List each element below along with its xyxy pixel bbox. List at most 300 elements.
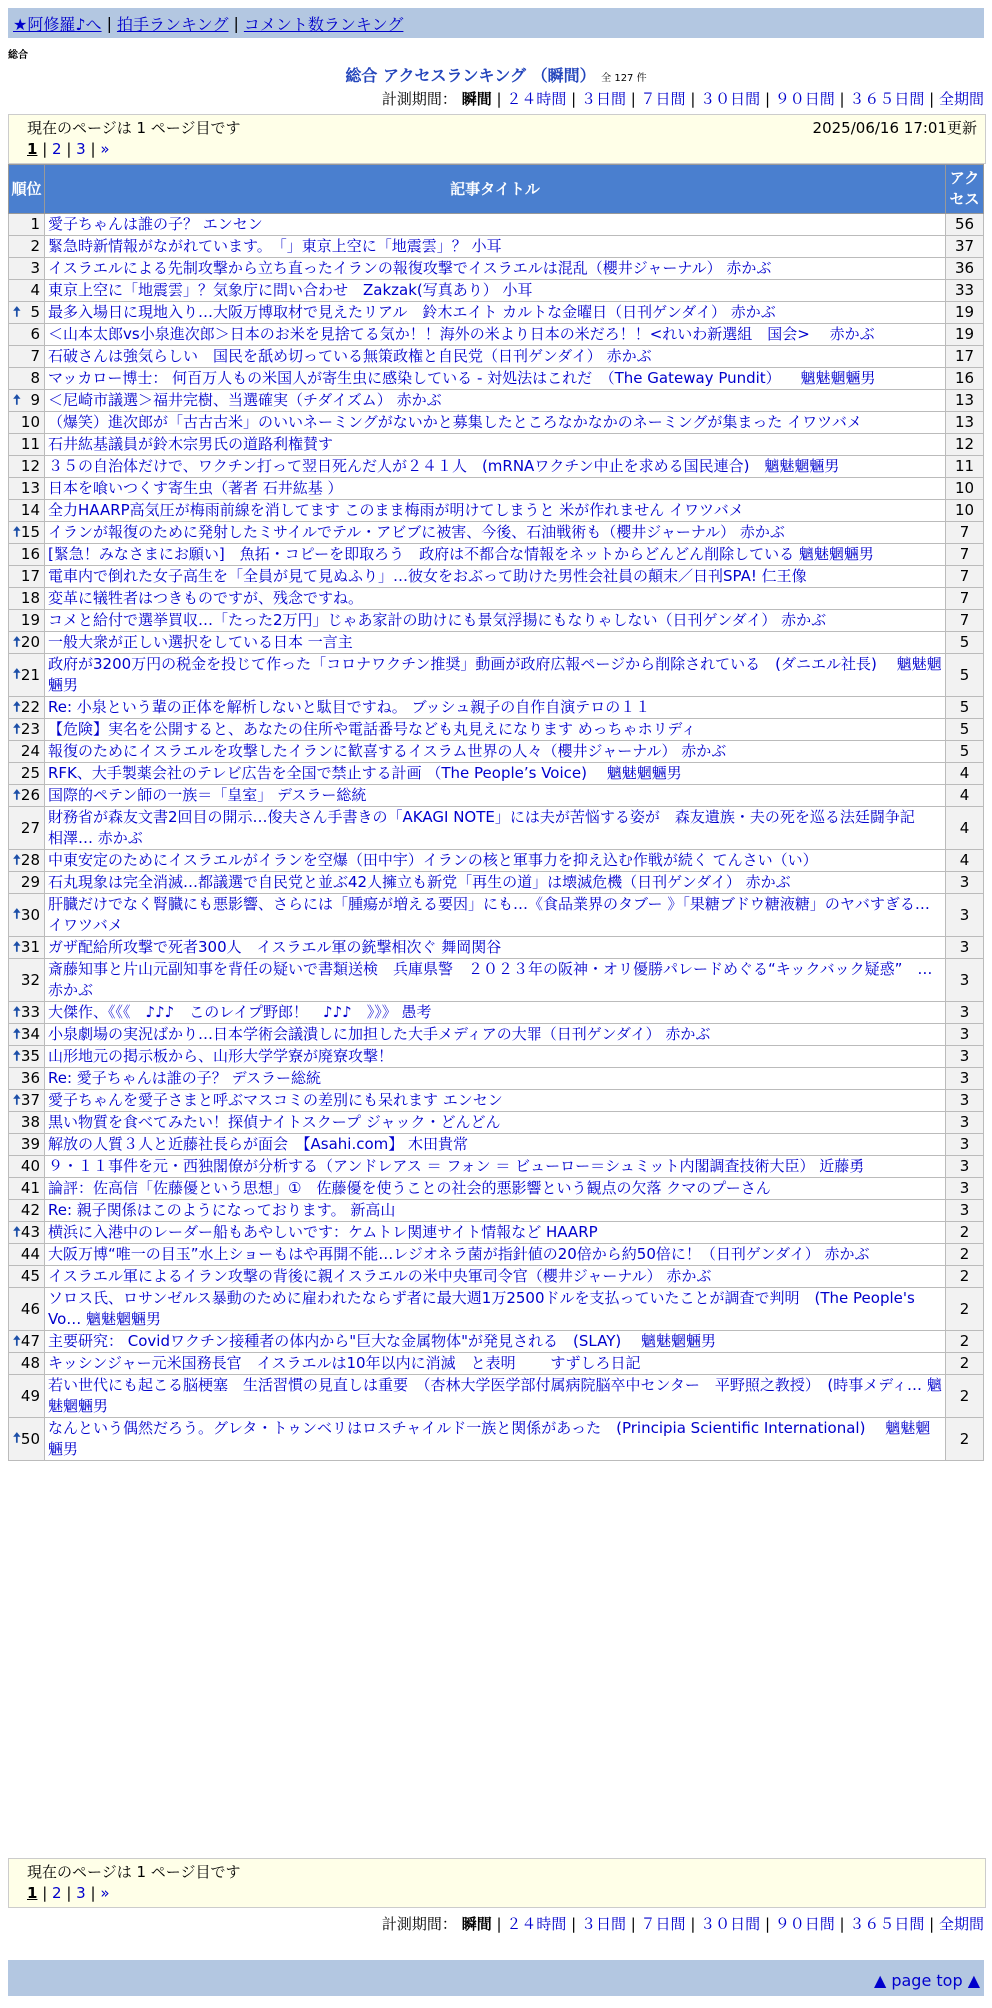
access-count: 12 (946, 434, 984, 456)
table-row (9, 566, 984, 588)
title-cell (45, 1090, 946, 1112)
table-row (9, 1266, 984, 1288)
rank-cell (9, 1046, 45, 1068)
access-count: 3 (946, 872, 984, 894)
rank-number: 32 (20, 970, 40, 989)
title-cell (45, 1068, 946, 1090)
title-cell (45, 1331, 946, 1353)
title-cell (45, 500, 946, 522)
title-cell (45, 1200, 946, 1222)
title-cell (45, 324, 946, 346)
rank-cell (9, 1002, 45, 1024)
title-cell (45, 1288, 946, 1331)
rank-cell (9, 1375, 45, 1418)
rank-number: 33 (20, 1003, 40, 1021)
rank-up-arrow-icon: 🠅 (13, 1092, 21, 1108)
access-count: 7 (946, 522, 984, 544)
pagination-link[interactable]: » (100, 140, 110, 158)
rank-number: 44 (20, 1245, 40, 1263)
article-title-link[interactable]: 論評：佐高信「佐藤優という思想」① 佐藤優を使うことの社会的悪影響という観点の欠落 クマのプーさん (48, 1179, 771, 1197)
clap-ranking-link[interactable]: 拍手ランキング (116, 14, 229, 34)
table-row (9, 544, 984, 566)
rank-cell (9, 544, 45, 566)
table-row (9, 478, 984, 500)
article-title-link[interactable]: 小泉劇場の実況ばかり…日本学術会議潰しに加担した大手メディアの大罪（日刊ゲンダイ） 赤かぶ (48, 1025, 711, 1043)
table-row (9, 1156, 984, 1178)
rank-up-arrow-icon: 🠅 (13, 939, 21, 955)
table-row (9, 741, 984, 763)
period-link[interactable]: ３日間 (580, 1915, 626, 1933)
title-cell (45, 785, 946, 807)
rank-cell (9, 1024, 45, 1046)
period-link[interactable]: ２４時間 (506, 1915, 567, 1933)
rank-cell (9, 872, 45, 894)
comment-ranking-link[interactable]: コメント数ランキング (243, 14, 404, 34)
table-row (9, 610, 984, 632)
title-cell (45, 1046, 946, 1068)
access-count: 4 (946, 807, 984, 850)
period-current: 瞬間 (461, 1915, 492, 1933)
period-selector-bottom: 計測期間： 瞬間 | ２４時間 | ３日間 | ７日間 | ３０日間 | ９０日間 | ３６５日間 | 全期間 (381, 1915, 984, 1933)
table-row (9, 850, 984, 872)
period-link[interactable]: ７日間 (640, 1915, 686, 1933)
article-title-link[interactable]: 日本を喰いつくす寄生虫（著者 石井紘基 ） (48, 479, 343, 497)
rank-cell (9, 1266, 45, 1288)
rank-cell (9, 500, 45, 522)
article-title-link[interactable]: 大阪万博“唯一の目玉”水上ショーもはや再開不能…レジオネラ菌が指針値の20倍から約50倍に！（日刊ゲンダイ） 赤かぶ (48, 1245, 870, 1263)
rank-cell (9, 1134, 45, 1156)
rank-number: 14 (20, 501, 40, 519)
rank-cell (9, 1244, 45, 1266)
rank-number: 3 (30, 259, 40, 277)
rank-up-arrow-icon: 🠅 (13, 666, 21, 683)
access-count: 19 (946, 302, 984, 324)
rank-up-arrow-icon: 🠅 (13, 699, 21, 715)
access-count: 5 (946, 654, 984, 697)
table-row (9, 302, 984, 324)
pagination-link[interactable]: » (100, 1884, 110, 1902)
rank-up-arrow-icon: 🠅 (13, 1224, 21, 1240)
rank-cell (9, 959, 45, 1002)
col-header-access: アクセス (946, 165, 984, 214)
title-cell (45, 1178, 946, 1200)
title-cell (45, 346, 946, 368)
rank-number: 46 (20, 1299, 40, 1318)
title-cell (45, 368, 946, 390)
access-count: 3 (946, 937, 984, 959)
article-title-link[interactable]: ３５の自治体だけで、ワクチン打って翌日死んだ人が２４１人 (mRNAワクチン中止を求める国民連合) 魑魅魍魎男 (48, 457, 840, 475)
nav-separator: | (106, 13, 112, 33)
table-row (9, 872, 984, 894)
article-title-link[interactable]: なんという偶然だろう。グレタ・トゥンベリはロスチャイルド一族と関係があった (Principia Scientific International) 魑魅魍魎男 (48, 1419, 931, 1458)
article-title-link[interactable]: 山形地元の掲示板から、山形大学学寮が廃寮攻撃！ (48, 1047, 394, 1065)
rank-cell (9, 1178, 45, 1200)
page-info-row (9, 115, 985, 139)
table-row (9, 1418, 984, 1461)
table-row (9, 1375, 984, 1418)
rank-number: 24 (20, 742, 40, 760)
title-cell (45, 719, 946, 741)
rank-cell (9, 763, 45, 785)
rank-up-arrow-icon: 🠅 (13, 1026, 21, 1042)
period-link[interactable]: ３０日間 (700, 90, 761, 108)
rank-cell (9, 719, 45, 741)
page-top-link[interactable]: ▲ page top ▲ (873, 1971, 980, 1990)
article-title-link[interactable]: 緊急時新情報がながれています。 「」東京上空に「地震雲」？ 小耳 (48, 237, 502, 255)
title-cell (45, 959, 946, 1002)
rank-number: 37 (20, 1091, 40, 1109)
table-row (9, 807, 984, 850)
table-row (9, 1024, 984, 1046)
period-link[interactable]: ３０日間 (700, 1915, 761, 1933)
period-link[interactable]: 全期間 (938, 90, 984, 108)
rank-number: 35 (20, 1047, 40, 1065)
article-title-link[interactable]: 若い世代にも起こる脳梗塞 生活習慣の見直しは重要 （杏林大学医学部付属病院脳卒中センター 平野照之教授） (時事メディ… 魑魅魍魎男 (48, 1376, 942, 1415)
ranking-table (8, 164, 984, 1461)
table-row (9, 719, 984, 741)
period-link[interactable]: 全期間 (938, 1915, 984, 1933)
access-count: 3 (946, 1156, 984, 1178)
access-count: 3 (946, 959, 984, 1002)
title-cell (45, 302, 946, 324)
title-cell (45, 894, 946, 937)
rank-number: 49 (20, 1386, 40, 1405)
article-title-link[interactable]: 【危険】実名を公開すると、あなたの住所や電話番号なども丸見えになります めっちゃホリディ (48, 720, 697, 738)
table-row (9, 1200, 984, 1222)
access-count: 4 (946, 763, 984, 785)
table-row (9, 588, 984, 610)
title-cell (45, 807, 946, 850)
table-header-row (9, 165, 984, 214)
table-row (9, 390, 984, 412)
rank-number: 31 (20, 938, 40, 956)
access-count: 2 (946, 1375, 984, 1418)
pagination: 1 | 2 | 3 | » (27, 140, 110, 158)
rank-cell (9, 807, 45, 850)
rank-cell (9, 1156, 45, 1178)
access-count: 3 (946, 1178, 984, 1200)
table-row (9, 1068, 984, 1090)
period-link[interactable]: ３６５日間 (849, 90, 925, 108)
table-row (9, 522, 984, 544)
rank-number: 36 (20, 1069, 40, 1087)
rank-number: 30 (20, 905, 40, 924)
access-count: 19 (946, 324, 984, 346)
title-cell (45, 1266, 946, 1288)
article-title-link[interactable]: RFK、大手製薬会社のテレビ広告を全国で禁止する計画 （The People’s Voice) 魑魅魍魎男 (48, 764, 682, 782)
rank-number: 10 (20, 413, 40, 431)
article-title-link[interactable]: イスラエル軍によるイラン攻撃の背後に親イスラエルの米中央軍司令官（櫻井ジャーナル） 赤かぶ (48, 1267, 712, 1285)
title-cell (45, 1418, 946, 1461)
table-row (9, 412, 984, 434)
article-title-link[interactable]: ソロス氏、ロサンゼルス暴動のために雇われたならず者に最大週1万2500ドルを支払っていたことが調査で判明 (The People's Vo… 魑魅魍魎男 (48, 1289, 915, 1328)
page-info-bottom (8, 1858, 986, 1908)
top-nav-bar (8, 8, 984, 38)
article-title-link[interactable]: Re: 愛子ちゃんは誰の子？ デスラー総統 (48, 1069, 321, 1087)
article-title-link[interactable]: 電車内で倒れた女子高生を「全員が見て見ぬふり」…彼女をおぶって助けた男性会社員の顛末／日刊SPA! 仁王像 (48, 567, 807, 585)
title-cell (45, 1375, 946, 1418)
rank-number: 48 (20, 1354, 40, 1372)
period-selector-top: 計測期間： 瞬間 | ２４時間 | ３日間 | ７日間 | ３０日間 | ９０日間 | ３６５日間 | 全期間 (381, 90, 984, 108)
rank-cell (9, 412, 45, 434)
rank-cell (9, 1288, 45, 1331)
table-row (9, 1178, 984, 1200)
title-cell (45, 258, 946, 280)
article-title-link[interactable]: 全力HAARP高気圧が梅雨前線を消してます このまま梅雨が明けてしまうと 米が作れません イワツバメ (48, 501, 744, 519)
rank-cell (9, 632, 45, 654)
rank-cell (9, 1331, 45, 1353)
article-title-link[interactable]: ＜山本太郎vs小泉進次郎＞日本のお米を見捨てる気か！！海外の米より日本の米だろ！！<れいわ新選組 国会> 赤かぶ (48, 325, 875, 343)
rank-cell (9, 1418, 45, 1461)
rank-cell (9, 937, 45, 959)
access-count: 37 (946, 236, 984, 258)
table-row (9, 346, 984, 368)
table-row (9, 1134, 984, 1156)
rank-cell (9, 654, 45, 697)
access-count: 3 (946, 1068, 984, 1090)
article-title-link[interactable]: 東京上空に「地震雲」？気象庁に問い合わせ Zakzak(写真あり） 小耳 (48, 281, 533, 299)
rank-cell (9, 785, 45, 807)
article-title-link[interactable]: コメと給付で選挙買収…「たった2万円」じゃあ家計の助けにも景気浮揚にもなりゃしない（日刊ゲンダイ） 赤かぶ (48, 611, 827, 629)
access-count: 2 (946, 1331, 984, 1353)
article-title-link[interactable]: [緊急！みなさまにお願い] 魚拓・コピーを即取ろう 政府は不都合な情報をネットからどんどん削除している 魑魅魍魎男 (48, 545, 874, 563)
footer-bar (8, 1960, 984, 1996)
title-cell (45, 1156, 946, 1178)
rank-number: 6 (30, 325, 40, 343)
rank-up-arrow-icon: 🠅 (13, 1333, 21, 1349)
table-row (9, 1046, 984, 1068)
rank-cell (9, 346, 45, 368)
page-title (0, 63, 992, 86)
access-count: 7 (946, 544, 984, 566)
pagination-link[interactable]: 2 (52, 140, 62, 158)
pagination: 1 | 2 | 3 | » (27, 1884, 110, 1902)
title-cell (45, 872, 946, 894)
rank-number: 26 (20, 786, 40, 804)
rank-cell (9, 697, 45, 719)
rank-up-arrow-icon: 🠅 (13, 524, 21, 540)
article-title-link[interactable]: 大傑作、《《《 ♪♪♪ このレイプ野郎！ ♪♪♪ 》》》 愚考 (48, 1003, 432, 1021)
rank-cell (9, 1068, 45, 1090)
title-cell (45, 632, 946, 654)
article-title-link[interactable]: 主要研究： Covidワクチン接種者の体内から"巨大な金属物体"が発見される (SLAY) 魑魅魍魎男 (48, 1332, 716, 1350)
title-cell (45, 937, 946, 959)
article-title-link[interactable]: マッカロー博士： 何百万人もの米国人が寄生虫に感染している - 対処法はこれだ （The Gateway Pundit） 魑魅魍魎男 (48, 369, 876, 387)
pagination-current: 1 (27, 1884, 38, 1902)
access-count: 2 (946, 1418, 984, 1461)
access-count: 5 (946, 697, 984, 719)
rank-number: 9 (30, 391, 40, 409)
table-row (9, 324, 984, 346)
title-cell (45, 588, 946, 610)
title-cell (45, 456, 946, 478)
table-row (9, 1244, 984, 1266)
article-title-link[interactable]: 最多入場日に現地入り…大阪万博取材で見えたリアル 鈴木エイト カルトな金曜日（日刊ゲンダイ） 赤かぶ (48, 303, 776, 321)
table-row (9, 654, 984, 697)
article-title-link[interactable]: 石丸現象は完全消滅…都議選で自民党と並ぶ42人擁立も新党「再生の道」は壊滅危機（日刊ゲンダイ） 赤かぶ (48, 873, 791, 891)
rank-number: 13 (20, 479, 40, 497)
table-row (9, 1288, 984, 1331)
article-title-link[interactable]: 財務省が森友文書2回目の開示…俊夫さん手書きの「AKAGI NOTE」には夫が苦悩する姿が 森友遺族・夫の死を巡る法廷闘争記 相澤… 赤かぶ (48, 808, 930, 847)
title-cell (45, 850, 946, 872)
access-count: 5 (946, 632, 984, 654)
access-count: 3 (946, 1024, 984, 1046)
rank-cell (9, 1112, 45, 1134)
rank-number: 19 (20, 611, 40, 629)
pagination-link[interactable]: 3 (76, 140, 86, 158)
rank-number: 23 (20, 720, 40, 738)
access-count: 17 (946, 346, 984, 368)
rank-up-arrow-icon: 🠅 (13, 634, 21, 650)
rank-number: 28 (20, 851, 40, 869)
pagination-link[interactable]: 3 (76, 1884, 86, 1902)
rank-cell (9, 478, 45, 500)
table-row (9, 959, 984, 1002)
title-cell (45, 412, 946, 434)
table-row (9, 1331, 984, 1353)
rank-cell (9, 894, 45, 937)
access-count: 7 (946, 610, 984, 632)
rank-number: 41 (20, 1179, 40, 1197)
article-title-link[interactable]: 黒い物質を食べてみたい！探偵ナイトスクープ ジャック・どんどん (48, 1113, 501, 1131)
article-title-link[interactable]: Re: 小泉という輩の正体を解析しないと駄目ですね。 ブッシュ親子の自作自演テロの１１ (48, 698, 651, 716)
title-cell (45, 434, 946, 456)
rank-number: 50 (20, 1429, 40, 1448)
article-title-link[interactable]: ９・１１事件を元・西独閣僚が分析する（アンドレアス ＝ フォン ＝ ビューロー＝シュミット内閣調査技術大臣） 近藤勇 (48, 1157, 865, 1175)
rank-cell (9, 236, 45, 258)
title-cell (45, 741, 946, 763)
article-title-link[interactable]: 石井紘基議員が鈴木宗男氏の道路利権賛す (48, 435, 334, 453)
article-title-link[interactable]: 報復のためにイスラエルを攻撃したイランに歓喜するイスラム世界の人々（櫻井ジャーナル） 赤かぶ (48, 742, 727, 760)
article-title-link[interactable]: Re: 親子関係はこのようになっております。 新高山 (48, 1201, 396, 1219)
table-row (9, 368, 984, 390)
article-title-link[interactable]: 斎藤知事と片山元副知事を背任の疑いで書類送検 兵庫県警 ２０２３年の阪神・オリ優勝パレードめぐる“キックバック疑惑” … 赤かぶ (48, 960, 933, 999)
home-link[interactable]: ★阿修羅♪へ (13, 14, 102, 34)
rank-cell (9, 522, 45, 544)
table-row (9, 456, 984, 478)
article-title-link[interactable]: ＜尼崎市議選＞福井完樹、当選確実（チダイズム） 赤かぶ (48, 391, 442, 409)
article-title-link[interactable]: ガザ配給所攻撃で死者300人 イスラエル軍の銃撃相次ぐ 舞岡関谷 (48, 938, 502, 956)
rank-number: 47 (20, 1332, 40, 1350)
access-count: 5 (946, 719, 984, 741)
col-header-rank: 順位 (9, 165, 45, 214)
title-cell (45, 390, 946, 412)
col-header-title: 記事タイトル (45, 165, 946, 214)
title-cell (45, 1024, 946, 1046)
rank-number: 16 (20, 545, 40, 563)
access-count: 33 (946, 280, 984, 302)
rank-number: 7 (30, 347, 40, 365)
current-page-text: 現在のページは 1 ページ目です (27, 119, 241, 137)
article-title-link[interactable]: 解放の人質３人と近藤社長らが面会 【Asahi.com】 木田貴常 (48, 1135, 469, 1153)
article-title-link[interactable]: 横浜に入港中のレーダー船もあやしいです：ケムトレ関連サイト情報など HAARP (48, 1223, 598, 1241)
rank-cell (9, 1090, 45, 1112)
table-row (9, 1222, 984, 1244)
access-count: 10 (946, 500, 984, 522)
article-title-link[interactable]: 愛子ちゃんを愛子さまと呼ぶマスコミの差別にも呆れます エンセン (48, 1091, 503, 1109)
access-count: 10 (946, 478, 984, 500)
title-cell (45, 1112, 946, 1134)
rank-up-arrow-icon: 🠅 (13, 304, 21, 320)
access-count: 3 (946, 1112, 984, 1134)
rank-number: 4 (30, 281, 40, 299)
article-title-link[interactable]: 国際的ペテン師の一族＝「皇室」 デスラー総統 (48, 786, 367, 804)
rank-cell (9, 610, 45, 632)
title-cell (45, 1222, 946, 1244)
table-row (9, 1112, 984, 1134)
access-count: 2 (946, 1353, 984, 1375)
access-count: 56 (946, 214, 984, 236)
title-cell (45, 654, 946, 697)
rank-number: 17 (20, 567, 40, 585)
article-title-link[interactable]: 政府が3200万円の税金を投じて作った「コロナワクチン推奨」動画が政府広報ページから削除されている (ダニエル社長) 魑魅魍魎男 (48, 655, 942, 694)
rank-number: 40 (20, 1157, 40, 1175)
access-count: 3 (946, 1134, 984, 1156)
article-title-link[interactable]: （爆笑）進次郎が「古古古米」のいいネーミングがないかと募集したところなかなかのネーミングが集まった イワツバメ (48, 413, 862, 431)
period-link[interactable]: ９０日間 (774, 1915, 835, 1933)
article-title-link[interactable]: キッシンジャー元米国務長官 イスラエルは10年以内に消滅 と表明 すずしろ日記 (48, 1354, 641, 1372)
access-count: 3 (946, 1090, 984, 1112)
article-title-link[interactable]: 変革に犠牲者はつきものですが、残念ですね。 (48, 589, 364, 607)
article-title-link[interactable]: 愛子ちゃんは誰の子？ エンセン (48, 215, 263, 233)
section-tag: 総合 (8, 50, 28, 61)
period-label: 計測期間： (381, 1915, 457, 1933)
title-cell (45, 544, 946, 566)
current-page-text: 現在のページは 1 ページ目です (27, 1863, 241, 1881)
rank-number: 39 (20, 1135, 40, 1153)
article-title-link[interactable]: 石破さんは強気らしい 国民を舐め切っている無策政権と自民党（日刊ゲンダイ） 赤かぶ (48, 347, 652, 365)
period-link[interactable]: ３日間 (580, 90, 626, 108)
access-count: 7 (946, 566, 984, 588)
rank-cell (9, 588, 45, 610)
rank-cell (9, 280, 45, 302)
period-link[interactable]: ３６５日間 (849, 1915, 925, 1933)
rank-number: 25 (20, 764, 40, 782)
access-count: 3 (946, 1200, 984, 1222)
table-row (9, 632, 984, 654)
access-count: 4 (946, 785, 984, 807)
title-cell (45, 1002, 946, 1024)
rank-up-arrow-icon: 🠅 (13, 392, 21, 408)
rank-number: 12 (20, 457, 40, 475)
title-cell (45, 610, 946, 632)
rank-number: 8 (30, 369, 40, 387)
access-count: 7 (946, 588, 984, 610)
page-info-top (8, 114, 986, 164)
article-title-link[interactable]: イスラエルによる先制攻撃から立ち直ったイランの報復攻撃でイスラエルは混乱（櫻井ジャーナル） 赤かぶ (48, 259, 772, 277)
title-cell (45, 763, 946, 785)
period-link[interactable]: ９０日間 (774, 90, 835, 108)
pagination-current: 1 (27, 140, 38, 158)
rank-cell (9, 1222, 45, 1244)
article-title-link[interactable]: 一般大衆が正しい選択をしている日本 一言主 (48, 633, 353, 651)
article-title-link[interactable]: 中東安定のためにイスラエルがイランを空爆（田中宇）イランの核と軍事力を抑え込む作戦が続く てんさい（い） (48, 851, 818, 869)
rank-number: 1 (30, 215, 40, 233)
rank-cell (9, 368, 45, 390)
access-count: 13 (946, 390, 984, 412)
rank-cell (9, 456, 45, 478)
title-cell (45, 566, 946, 588)
article-title-link[interactable]: 肝臓だけでなく腎臓にも悪影響、さらには「腫瘍が増える要因」にも…《食品業界のタブー 》「果糖ブドウ糖液糖」のヤバすぎる… イワツバメ (48, 895, 930, 934)
rank-up-arrow-icon: 🠅 (13, 1004, 21, 1020)
pagination-link[interactable]: 2 (52, 1884, 62, 1902)
rank-cell (9, 302, 45, 324)
access-count: 2 (946, 1244, 984, 1266)
rank-cell (9, 566, 45, 588)
article-title-link[interactable]: イランが報復のために発射したミサイルでテル・アビブに被害、今後、石油戦術も（櫻井ジャーナル） 赤かぶ (48, 523, 785, 541)
period-link[interactable]: ２４時間 (506, 90, 567, 108)
period-link[interactable]: ７日間 (640, 90, 686, 108)
